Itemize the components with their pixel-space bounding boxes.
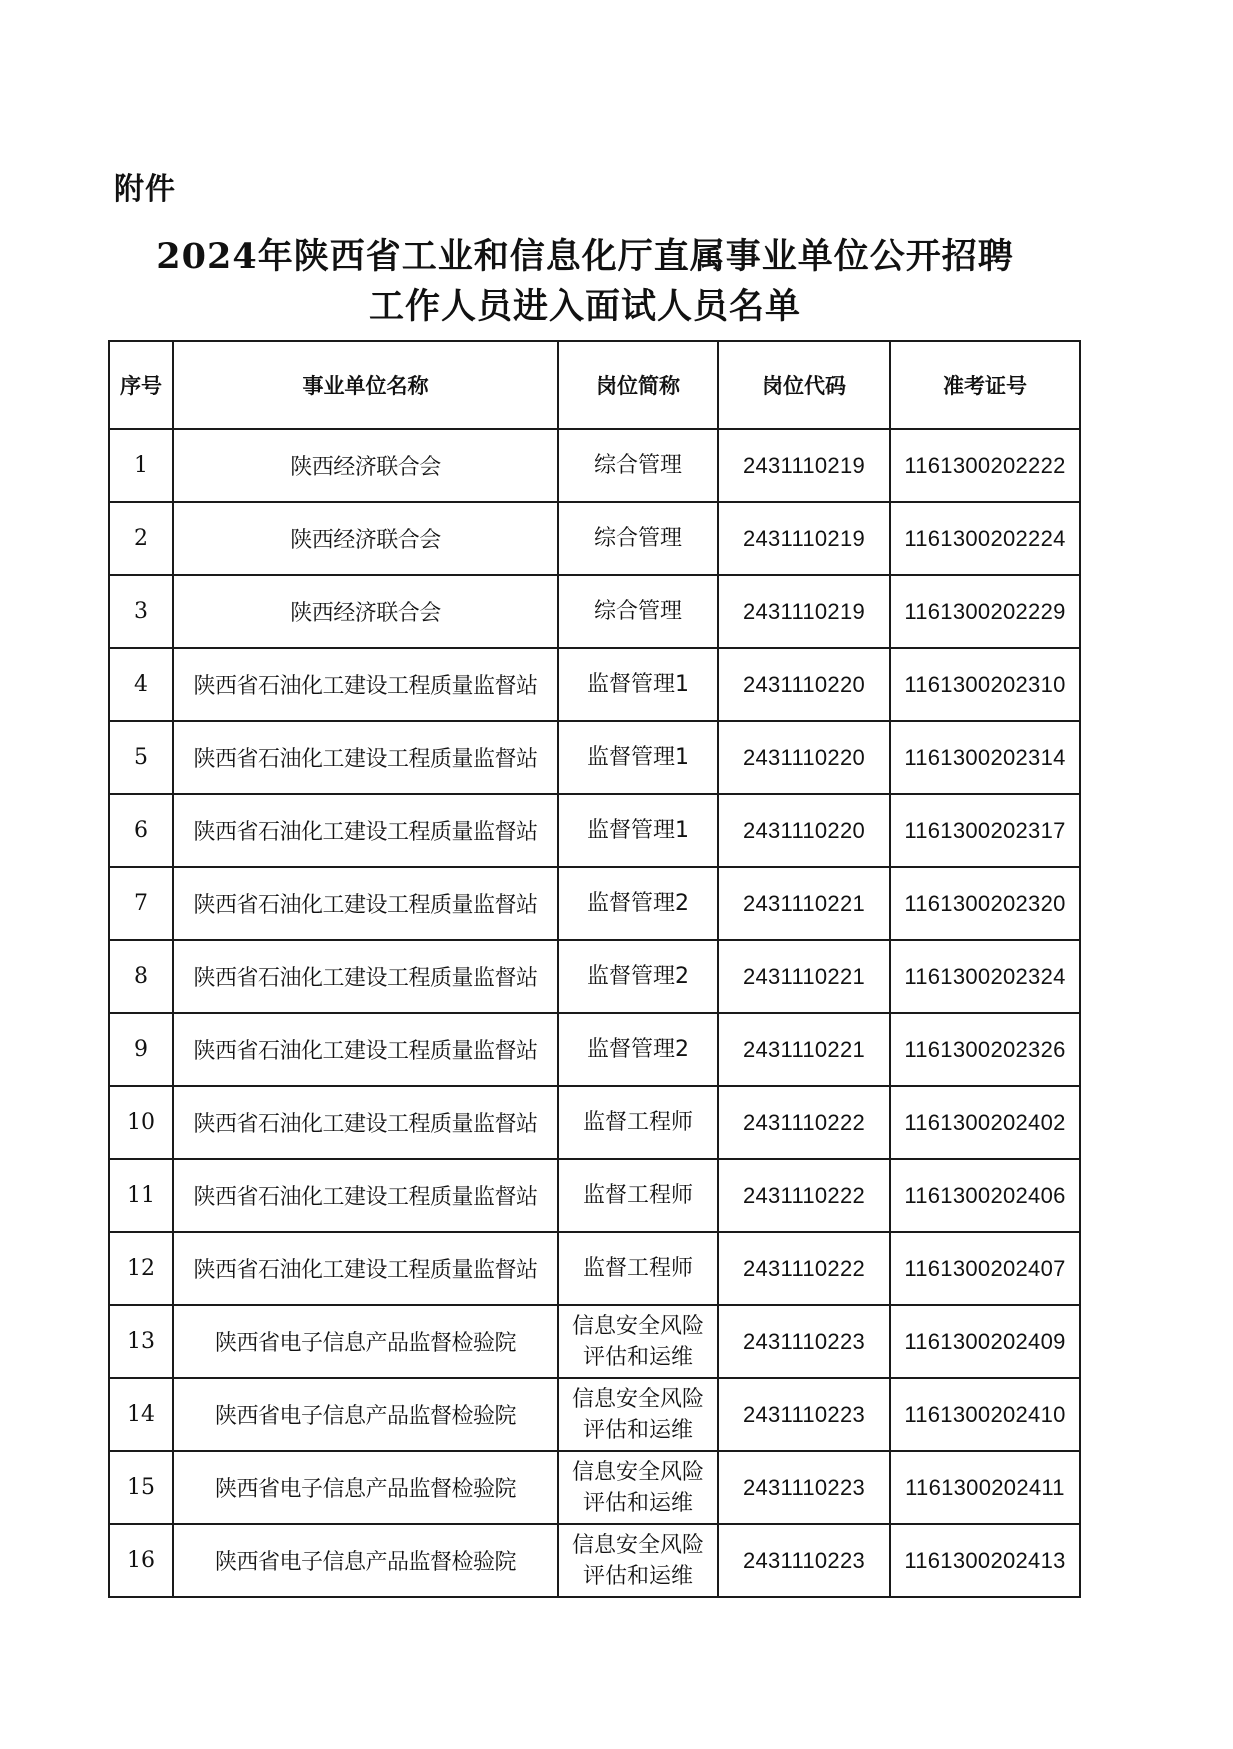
- cell-unit: 陕西经济联合会: [173, 429, 558, 502]
- position-line-2: 评估和运维: [582, 1417, 693, 1443]
- cell-ticket: 1161300202413: [890, 1524, 1080, 1597]
- cell-unit: 陕西省石油化工建设工程质量监督站: [173, 940, 558, 1013]
- table-row: [109, 1378, 1080, 1451]
- cell-no: 11: [109, 1159, 173, 1232]
- attachment-label: 附件: [114, 172, 176, 207]
- cell-unit: 陕西省石油化工建设工程质量监督站: [173, 1013, 558, 1086]
- cell-code: 2431110219: [718, 502, 890, 575]
- table-row: [109, 1232, 1080, 1305]
- cell-position: [558, 1305, 718, 1378]
- table-row: [109, 1159, 1080, 1232]
- header-code: 岗位代码: [718, 341, 890, 429]
- cell-ticket: 1161300202314: [890, 721, 1080, 794]
- position-line-1: 信息安全风险: [571, 1532, 704, 1558]
- cell-code: 2431110223: [718, 1378, 890, 1451]
- cell-position: 监督工程师: [558, 1159, 718, 1232]
- cell-no: 8: [109, 940, 173, 1013]
- cell-no: 16: [109, 1524, 173, 1597]
- title-line-2: 工作人员进入面试人员名单: [368, 286, 801, 327]
- cell-no: 12: [109, 1232, 173, 1305]
- table-row: [109, 794, 1080, 867]
- cell-unit: 陕西省电子信息产品监督检验院: [173, 1524, 558, 1597]
- table-row: [109, 1013, 1080, 1086]
- cell-unit: 陕西省石油化工建设工程质量监督站: [173, 648, 558, 721]
- cell-unit: 陕西省石油化工建设工程质量监督站: [173, 1086, 558, 1159]
- cell-position: [558, 1524, 718, 1597]
- cell-ticket: 1161300202402: [890, 1086, 1080, 1159]
- table-row: [109, 648, 1080, 721]
- cell-position: 综合管理: [558, 429, 718, 502]
- cell-unit: 陕西省电子信息产品监督检验院: [173, 1305, 558, 1378]
- cell-unit: 陕西省石油化工建设工程质量监督站: [173, 1232, 558, 1305]
- cell-code: 2431110220: [718, 648, 890, 721]
- cell-unit: 陕西省石油化工建设工程质量监督站: [173, 721, 558, 794]
- cell-position: 监督管理2: [558, 940, 718, 1013]
- cell-ticket: 1161300202406: [890, 1159, 1080, 1232]
- cell-code: 2431110222: [718, 1086, 890, 1159]
- cell-no: 14: [109, 1378, 173, 1451]
- cell-code: 2431110223: [718, 1524, 890, 1597]
- cell-code: 2431110221: [718, 1013, 890, 1086]
- table-row: [109, 1524, 1080, 1597]
- cell-code: 2431110220: [718, 721, 890, 794]
- cell-unit: 陕西省电子信息产品监督检验院: [173, 1378, 558, 1451]
- cell-no: 5: [109, 721, 173, 794]
- header-no: 序号: [109, 341, 173, 429]
- cell-no: 3: [109, 575, 173, 648]
- cell-unit: 陕西省石油化工建设工程质量监督站: [173, 1159, 558, 1232]
- cell-code: 2431110221: [718, 867, 890, 940]
- cell-ticket: 1161300202324: [890, 940, 1080, 1013]
- cell-ticket: 1161300202409: [890, 1305, 1080, 1378]
- table-row: [109, 867, 1080, 940]
- cell-code: 2431110222: [718, 1232, 890, 1305]
- cell-unit: 陕西省石油化工建设工程质量监督站: [173, 794, 558, 867]
- cell-no: 15: [109, 1451, 173, 1524]
- header-ticket: 准考证号: [890, 341, 1080, 429]
- cell-position: 监督管理2: [558, 867, 718, 940]
- cell-code: 2431110221: [718, 940, 890, 1013]
- table-row: [109, 502, 1080, 575]
- cell-no: 2: [109, 502, 173, 575]
- table-row: [109, 1086, 1080, 1159]
- position-line-1: 信息安全风险: [571, 1386, 704, 1412]
- cell-ticket: 1161300202229: [890, 575, 1080, 648]
- cell-ticket: 1161300202317: [890, 794, 1080, 867]
- position-line-1: 信息安全风险: [571, 1459, 704, 1485]
- cell-no: 10: [109, 1086, 173, 1159]
- cell-no: 13: [109, 1305, 173, 1378]
- cell-ticket: 1161300202222: [890, 429, 1080, 502]
- cell-code: 2431110219: [718, 429, 890, 502]
- cell-ticket: 1161300202310: [890, 648, 1080, 721]
- cell-position: 综合管理: [558, 575, 718, 648]
- cell-position: 监督工程师: [558, 1086, 718, 1159]
- cell-ticket: 1161300202407: [890, 1232, 1080, 1305]
- cell-no: 6: [109, 794, 173, 867]
- interview-candidates-table: [108, 340, 1081, 1598]
- cell-position: 监督管理1: [558, 721, 718, 794]
- cell-ticket: 1161300202411: [890, 1451, 1080, 1524]
- header-position: 岗位简称: [558, 341, 718, 429]
- cell-position: 监督工程师: [558, 1232, 718, 1305]
- header-unit: 事业单位名称: [173, 341, 558, 429]
- cell-position: [558, 1378, 718, 1451]
- cell-unit: 陕西经济联合会: [173, 502, 558, 575]
- cell-position: 监督管理1: [558, 648, 718, 721]
- table-row: [109, 1305, 1080, 1378]
- cell-ticket: 1161300202410: [890, 1378, 1080, 1451]
- document-title: [0, 232, 1170, 332]
- cell-unit: 陕西经济联合会: [173, 575, 558, 648]
- cell-no: 9: [109, 1013, 173, 1086]
- table-row: [109, 721, 1080, 794]
- position-line-2: 评估和运维: [582, 1490, 693, 1516]
- cell-ticket: 1161300202224: [890, 502, 1080, 575]
- cell-position: 监督管理2: [558, 1013, 718, 1086]
- cell-position: 综合管理: [558, 502, 718, 575]
- cell-code: 2431110222: [718, 1159, 890, 1232]
- cell-ticket: 1161300202326: [890, 1013, 1080, 1086]
- table-row: [109, 575, 1080, 648]
- position-line-1: 信息安全风险: [571, 1313, 704, 1339]
- cell-position: 监督管理1: [558, 794, 718, 867]
- table-row: [109, 429, 1080, 502]
- cell-unit: 陕西省石油化工建设工程质量监督站: [173, 867, 558, 940]
- table-row: [109, 940, 1080, 1013]
- cell-unit: 陕西省电子信息产品监督检验院: [173, 1451, 558, 1524]
- table-header-row: [109, 341, 1080, 429]
- title-line-1: 2024年陕西省工业和信息化厅直属事业单位公开招聘: [156, 236, 1014, 277]
- cell-code: 2431110220: [718, 794, 890, 867]
- cell-no: 1: [109, 429, 173, 502]
- cell-no: 7: [109, 867, 173, 940]
- position-line-2: 评估和运维: [582, 1563, 693, 1589]
- cell-position: [558, 1451, 718, 1524]
- cell-code: 2431110223: [718, 1305, 890, 1378]
- cell-code: 2431110219: [718, 575, 890, 648]
- cell-code: 2431110223: [718, 1451, 890, 1524]
- cell-no: 4: [109, 648, 173, 721]
- position-line-2: 评估和运维: [582, 1344, 693, 1370]
- cell-ticket: 1161300202320: [890, 867, 1080, 940]
- table-row: [109, 1451, 1080, 1524]
